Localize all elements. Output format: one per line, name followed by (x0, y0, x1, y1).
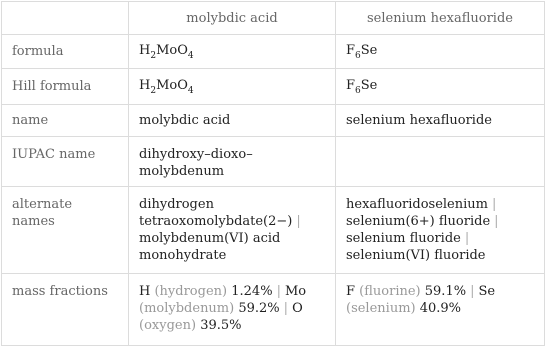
mass-line (139, 317, 325, 334)
formula-part: MoO (156, 43, 188, 58)
row-label-alternate-names: alternate names (2, 187, 129, 274)
element-symbol: H (139, 284, 151, 299)
table-row-alternate-names (2, 187, 545, 274)
alt-name-line (346, 196, 534, 213)
separator: | (470, 284, 475, 299)
formula-part: Se (360, 43, 378, 58)
mass-line (139, 300, 325, 317)
separator: | (276, 284, 281, 299)
separator: | (464, 231, 470, 246)
formula-selenium-hexafluoride (336, 35, 545, 69)
alt-name-line (139, 247, 325, 264)
comparison-table (1, 1, 545, 346)
name-selenium-hexafluoride: selenium hexafluoride (336, 105, 545, 137)
table-row-iupac-name (2, 137, 545, 187)
header-selenium-hexafluoride: selenium hexafluoride (336, 2, 545, 35)
formula-subscript: 2 (150, 86, 157, 96)
iupac-molybdic-acid (129, 137, 336, 187)
header-empty-cell (2, 2, 129, 35)
formula-part: MoO (156, 78, 188, 93)
alt-name-text: selenium fluoride (346, 231, 461, 246)
row-label-name: name (2, 105, 129, 137)
alt-name-text: selenium(6+) fluoride (346, 214, 491, 229)
element-symbol: F (346, 284, 356, 299)
formula-part: F (346, 78, 356, 93)
alt-name-text: monohydrate (139, 248, 227, 263)
mass-fractions-molybdic-acid (129, 274, 336, 346)
element-name: (hydrogen) (154, 284, 228, 299)
alt-name-text: selenium(VI) fluoride (346, 248, 486, 263)
alternate-names-molybdic-acid (129, 187, 336, 274)
table-row-formula (2, 35, 545, 69)
mass-line (346, 283, 534, 300)
formula-subscript: 6 (355, 86, 361, 96)
hill-formula-selenium-hexafluoride (336, 69, 545, 105)
formula-subscript: 6 (355, 51, 361, 61)
alt-name-line (346, 213, 534, 230)
table-row-name (2, 105, 545, 137)
name-molybdic-acid: molybdic acid (129, 105, 336, 137)
alt-name-line (139, 196, 325, 213)
element-name: (fluorine) (359, 284, 421, 299)
alt-name-line (346, 230, 534, 247)
separator: | (283, 301, 289, 316)
hill-formula-molybdic-acid (129, 69, 336, 105)
element-name: (oxygen) (139, 318, 197, 333)
element-name: (molybdenum) (139, 301, 235, 316)
mass-line (346, 300, 534, 317)
element-name: (selenium) (346, 301, 416, 316)
iupac-selenium-hexafluoride (336, 137, 545, 187)
alt-name-text: hexafluoridoselenium (346, 197, 488, 212)
separator: | (296, 214, 301, 229)
mass-value: 59.1% (424, 284, 467, 299)
row-label-formula: formula (2, 35, 129, 69)
formula-part: H (139, 78, 151, 93)
row-label-iupac-name: IUPAC name (2, 137, 129, 187)
element-symbol: Se (478, 284, 496, 299)
alt-name-text: dihydrogen (139, 197, 214, 212)
alt-name-line (139, 230, 325, 247)
alternate-names-selenium-hexafluoride (336, 187, 545, 274)
mass-value: 40.9% (419, 301, 462, 316)
separator: | (494, 214, 499, 229)
formula-part: H (139, 43, 151, 58)
formula-subscript: 2 (150, 51, 157, 61)
formula-molybdic-acid (129, 35, 336, 69)
mass-line (139, 283, 325, 300)
formula-part: F (346, 43, 356, 58)
mass-fractions-selenium-hexafluoride (336, 274, 545, 346)
alt-name-line (346, 247, 534, 264)
formula-subscript: 4 (187, 86, 194, 96)
mass-value: 59.2% (238, 301, 280, 316)
formula-part: Se (360, 78, 378, 93)
alt-name-text: molybdenum(VI) acid (139, 231, 281, 246)
alt-name-line (139, 213, 325, 230)
header-molybdic-acid: molybdic acid (129, 2, 336, 35)
header-row (2, 2, 545, 35)
formula-subscript: 4 (187, 51, 194, 61)
element-symbol: Mo (284, 284, 307, 299)
iupac-line: molybdenum (139, 164, 225, 179)
element-symbol: O (292, 301, 303, 316)
table-row-mass-fractions (2, 274, 545, 346)
iupac-line: dihydroxy–dioxo– (139, 147, 253, 162)
mass-value: 1.24% (231, 284, 273, 299)
alt-name-text: tetraoxomolybdate(2−) (139, 214, 293, 229)
row-label-hill-formula: Hill formula (2, 69, 129, 105)
separator: | (491, 197, 497, 212)
table-row-hill-formula (2, 69, 545, 105)
row-label-mass-fractions: mass fractions (2, 274, 129, 346)
mass-value: 39.5% (200, 318, 242, 333)
